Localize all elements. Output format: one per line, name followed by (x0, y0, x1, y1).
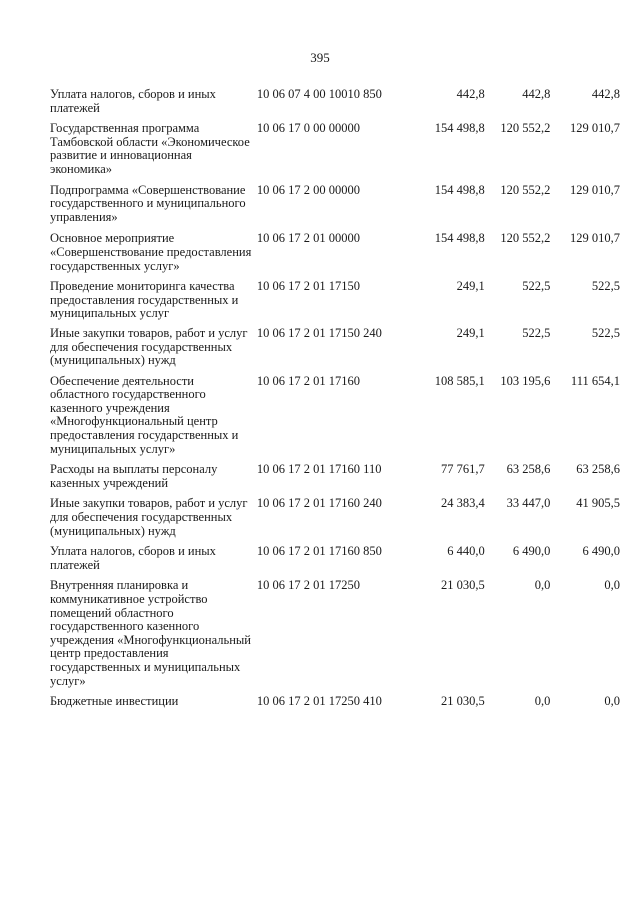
row-name: Проведение мониторинга качества предоставления государственных и муниципальных услуг (50, 279, 239, 321)
row-value-3: 129 010,7 (570, 121, 620, 136)
row-value-2: 6 490,0 (512, 544, 551, 559)
row-value-2: 522,5 (522, 279, 551, 294)
row-name: Подпрограмма «Совершенствование государственного и муниципального управления» (50, 182, 246, 224)
row-value-3: 0,0 (604, 578, 620, 593)
row-code: 10 06 17 2 01 17150 240 (256, 325, 382, 340)
row-value-1: 24 383,4 (440, 496, 485, 511)
row-value-1: 154 498,8 (434, 121, 485, 136)
row-name: Иные закупки товаров, работ и услуг для обеспечения государственных (муниципальных) нужд (50, 496, 248, 538)
row-value-2: 33 447,0 (506, 496, 551, 511)
row-name: Уплата налогов, сборов и иных платежей (50, 544, 216, 572)
row-value-3: 129 010,7 (570, 182, 620, 197)
row-code: 10 06 17 0 00 00000 (256, 121, 361, 136)
row-code: 10 06 17 2 01 17150 (256, 279, 361, 294)
row-value-2: 120 552,2 (500, 182, 551, 197)
row-value-3: 6 490,0 (582, 544, 620, 559)
row-name: Расходы на выплаты персоналу казенных учреждений (50, 462, 218, 490)
row-code: 10 06 17 2 01 17250 (256, 578, 361, 593)
row-name: Основное мероприятие «Совершенствование предоставления государственных услуг» (50, 231, 252, 273)
table-row (50, 122, 620, 176)
row-code: 10 06 17 2 01 17250 410 (256, 694, 382, 709)
row-value-3: 63 258,6 (576, 462, 620, 477)
row-name: Бюджетные инвестиции (50, 694, 179, 709)
table-row (50, 463, 620, 490)
row-value-2: 522,5 (522, 325, 551, 340)
table-row (50, 497, 620, 538)
table-row (50, 88, 620, 115)
row-name: Уплата налогов, сборов и иных платежей (50, 87, 216, 115)
row-name: Иные закупки товаров, работ и услуг для обеспечения государственных (муниципальных) нужд (50, 325, 248, 368)
row-value-2: 103 195,6 (500, 373, 551, 388)
row-value-1: 6 440,0 (447, 544, 485, 559)
row-value-1: 154 498,8 (434, 231, 485, 246)
row-value-1: 442,8 (456, 87, 485, 101)
row-value-1: 77 761,7 (440, 462, 485, 477)
row-value-2: 120 552,2 (500, 121, 551, 136)
row-code: 10 06 17 2 01 17160 (256, 373, 361, 388)
row-value-2: 63 258,6 (506, 462, 551, 477)
table-row (50, 545, 620, 572)
row-value-1: 249,1 (456, 279, 485, 294)
row-value-3: 442,8 (591, 87, 620, 101)
row-value-1: 154 498,8 (434, 182, 485, 197)
row-code: 10 06 17 2 01 00000 (256, 231, 361, 246)
row-value-3: 129 010,7 (570, 231, 620, 246)
row-value-2: 0,0 (534, 578, 551, 593)
row-value-2: 442,8 (522, 87, 551, 101)
row-value-3: 522,5 (591, 279, 620, 294)
budget-table (50, 88, 620, 709)
row-code: 10 06 17 2 01 17160 850 (256, 544, 382, 559)
row-name: Обеспечение деятельности областного государственного казенного учреждения «Многофункциональный центр предоставления государственных и муниципальных услуг» (50, 373, 239, 456)
table-row (50, 579, 620, 688)
row-value-2: 120 552,2 (500, 231, 551, 246)
row-value-3: 522,5 (591, 325, 620, 340)
row-code: 10 06 07 4 00 10010 850 (256, 87, 382, 101)
table-row (50, 232, 620, 273)
row-value-3: 41 905,5 (576, 496, 620, 511)
row-code: 10 06 17 2 00 00000 (256, 182, 361, 197)
row-value-2: 0,0 (534, 694, 551, 709)
row-code: 10 06 17 2 01 17160 240 (256, 496, 382, 511)
row-value-1: 21 030,5 (440, 694, 485, 709)
row-value-1: 108 585,1 (434, 373, 485, 388)
row-value-1: 21 030,5 (440, 578, 485, 593)
page-number: 395 (310, 50, 330, 65)
table-row (50, 375, 620, 457)
table-row (50, 280, 620, 321)
table-row (50, 327, 620, 368)
row-name: Внутренняя планировка и коммуникативное устройство помещений областного государственного казенного учреждения «Многофункциональный центр предоставления государственных и муниципальных услуг» (50, 578, 251, 688)
row-value-3: 0,0 (604, 694, 620, 709)
row-value-3: 111 654,1 (570, 373, 620, 388)
table-row (50, 184, 620, 225)
row-value-1: 249,1 (456, 325, 485, 340)
table-row (50, 695, 620, 709)
row-code: 10 06 17 2 01 17160 110 (256, 462, 382, 477)
row-name: Государственная программа Тамбовской области «Экономическое развитие и инновационная экономика» (50, 121, 250, 176)
